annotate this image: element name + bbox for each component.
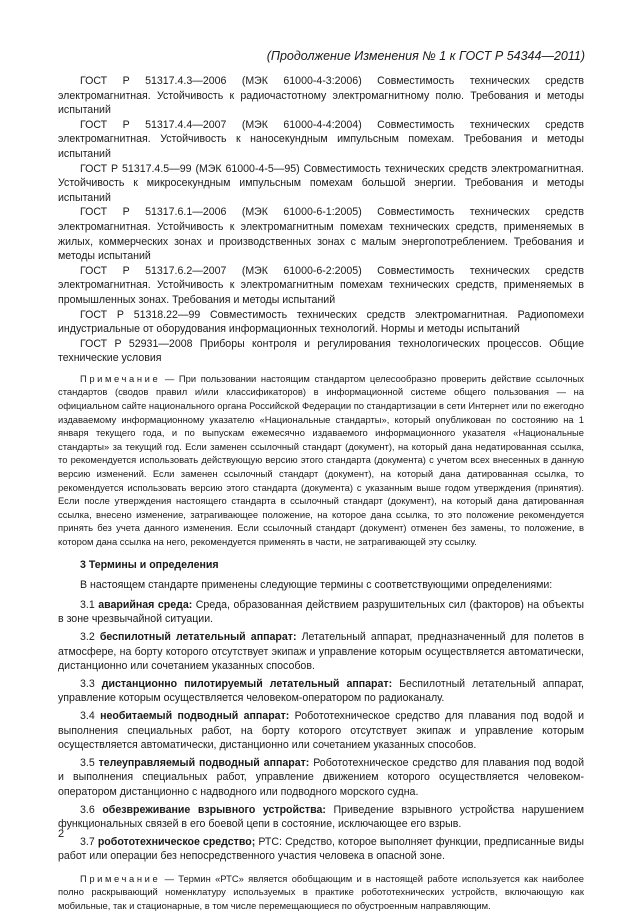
term-definition: Приведение взрывного устройства нарушением функциональных связей в его боевой цепи в состояние, исключающее его взрыв. bbox=[58, 803, 585, 831]
term-definition: Робототехническое средство для плавания под водой и выполнения специальных работ, на борту которого отсутствует экипаж и управление которым осуществляется автоматически, дистанционно или сочетанием указанных способов. bbox=[58, 709, 584, 752]
term-number: 3.7 bbox=[80, 835, 98, 848]
term-name: обезвреживание взрывного устройства: bbox=[102, 803, 326, 816]
note-text: — При пользовании настоящим стандартом целесообразно проверить действие ссылочных стандартов (сводов правил и/или классификаторов) в информационной системе общего пользования — на официальном сайте национального органа Российской Федерации по стандартизации в сети Интернет или по ежегодно издаваемому информационному указателю «Национальные стандарты», который опубликован по состоянию на 1 января текущего года, и по выпускам ежемесячно издаваемого информационного указателя «Национальные стандарты» за текущий год. Если заменен ссылочный стандарт (документ), на который дана недатированная ссылка, то рекомендуется использовать действующую версию этого стандарта (документа) с учетом всех внесенных в данную версию изменений. Если заменен ссылочный стандарт (документ), на который дана датированная ссылка, то рекомендуется использовать версию этого стандарта (документа) с указанным выше годом утверждения (принятия). Если после утверждения настоящего стандарта в ссылочный стандарт (документ), на который дана датированная ссылка, внесено изменение, затрагивающее положение, на которое дана ссылка, то это положение рекомендуется принять без учета данного изменения. Если ссылочный стандарт (документ) отменен без замены, то положение, в котором дана ссылка на него, рекомендуется применять в части, не затрагивающей эту ссылку. bbox=[58, 372, 584, 547]
term-definition: Среда, образованная действием разрушительных сил (факторов) на объекты в зоне чрезвычайной ситуации. bbox=[58, 598, 584, 626]
term-name: телеуправляемый подводный аппарат: bbox=[98, 756, 310, 769]
term-name: дистанционно пилотируемый летательный аппарат: bbox=[101, 677, 393, 690]
term-3-4 bbox=[58, 709, 584, 753]
section-title: 3 Термины и определения bbox=[80, 558, 219, 571]
term-number: 3.6 bbox=[80, 803, 103, 816]
reference-gost-51318-22: ГОСТ Р 51318.22—99 Совместимость технических средств электромагнитная. Радиопомехи индустриальные от оборудования информационных технологий. Нормы и методы испытаний bbox=[58, 308, 584, 336]
term-name: необитаемый подводный аппарат: bbox=[100, 709, 290, 722]
reference-gost-51317-4-5: ГОСТ Р 51317.4.5—99 (МЭК 61000-4-5—95) Совместимость технических средств электромагнитная. Устойчивость к микросекундным импульсным помехам большой энергии. Требования и методы испытаний bbox=[58, 162, 584, 204]
term-number: 3.2 bbox=[80, 630, 100, 643]
page-number: 2 bbox=[58, 828, 65, 840]
note-label: Примечание bbox=[80, 872, 161, 884]
continuation-header: (Продолжение Изменения № 1 к ГОСТ Р 54344—2011) bbox=[266, 49, 585, 63]
term-number: 3.5 bbox=[80, 756, 99, 769]
term-definition: Робототехническое средство для плавания под водой и выполнения специальных работ, управление движением которого осуществляется человеком-оператором дистанционно с надводного или подводного морского судна. bbox=[58, 756, 584, 798]
term-definition: РТС: Средство, которое выполняет функции, предписанные виды работ или операции без непосредственного участия человека в опасной зоне. bbox=[58, 835, 585, 863]
reference-gost-51317-6-2: ГОСТ Р 51317.6.2—2007 (МЭК 61000-6-2:2005) Совместимость технических средств электромагнитная. Устойчивость к электромагнитным помехам технических средств, применяемых в промышленных зонах. Требования и методы испытаний bbox=[58, 264, 584, 306]
term-3-3 bbox=[58, 677, 584, 706]
term-definition: Летательный аппарат, предназначенный для полетов в атмосфере, на борту которого отсутствует экипаж и управление которым осуществляется автоматически, дистанционно или сочетанием указанных способов. bbox=[58, 630, 584, 673]
term-number: 3.1 bbox=[80, 598, 99, 611]
term-3-2 bbox=[58, 630, 584, 674]
term-name: беспилотный летательный аппарат: bbox=[99, 630, 297, 643]
term-name: робототехническое средство; bbox=[97, 835, 256, 848]
term-3-6 bbox=[58, 803, 584, 832]
term-number: 3.3 bbox=[80, 677, 102, 690]
term-definition: Беспилотный летательный аппарат, управление которым осуществляется человеком-оператором по радиоканалу. bbox=[58, 677, 584, 705]
term-3-7 bbox=[58, 835, 584, 864]
term-name: аварийная среда: bbox=[98, 598, 193, 611]
document-body bbox=[58, 74, 584, 913]
note-rts bbox=[58, 872, 584, 913]
term-number: 3.4 bbox=[80, 709, 101, 722]
term-3-5 bbox=[58, 756, 584, 800]
reference-gost-51317-4-4: ГОСТ Р 51317.4.4—2007 (МЭК 61000-4-4:2004) Совместимость технических средств электромагнитная. Устойчивость к наносекундным импульсным помехам. Требования и методы испытаний bbox=[58, 118, 584, 160]
term-3-1 bbox=[58, 598, 584, 627]
note-text: — Термин «РТС» является обобщающим и в настоящей работе используется как наиболее полно раскрывающий номенклатуру используемых в практике робототехнических устройств, включающую как мобильные, так и стационарные, в том числе перемещающиеся по обустроенным направляющим. bbox=[58, 872, 584, 912]
section-intro: В настоящем стандарте применены следующие термины с соответствующими определениями: bbox=[80, 579, 553, 592]
reference-gost-52931: ГОСТ Р 52931—2008 Приборы контроля и регулирования технологических процессов. Общие технические условия bbox=[58, 337, 584, 365]
reference-gost-51317-4-3: ГОСТ Р 51317.4.3—2006 (МЭК 61000-4-3:2006) Совместимость технических средств электромагнитная. Устойчивость к радиочастотному электромагнитному полю. Требования и методы испытаний bbox=[58, 75, 584, 117]
note-references bbox=[58, 372, 584, 549]
reference-gost-51317-6-1: ГОСТ Р 51317.6.1—2006 (МЭК 61000-6-1:2005) Совместимость технических средств электромагнитная. Устойчивость к электромагнитным помехам технических средств, применяемых в жилых, коммерческих зонах и производственных зонах с малым энергопотреблением. Требования и методы испытаний bbox=[58, 206, 584, 263]
note-label: Примечание bbox=[80, 372, 161, 384]
